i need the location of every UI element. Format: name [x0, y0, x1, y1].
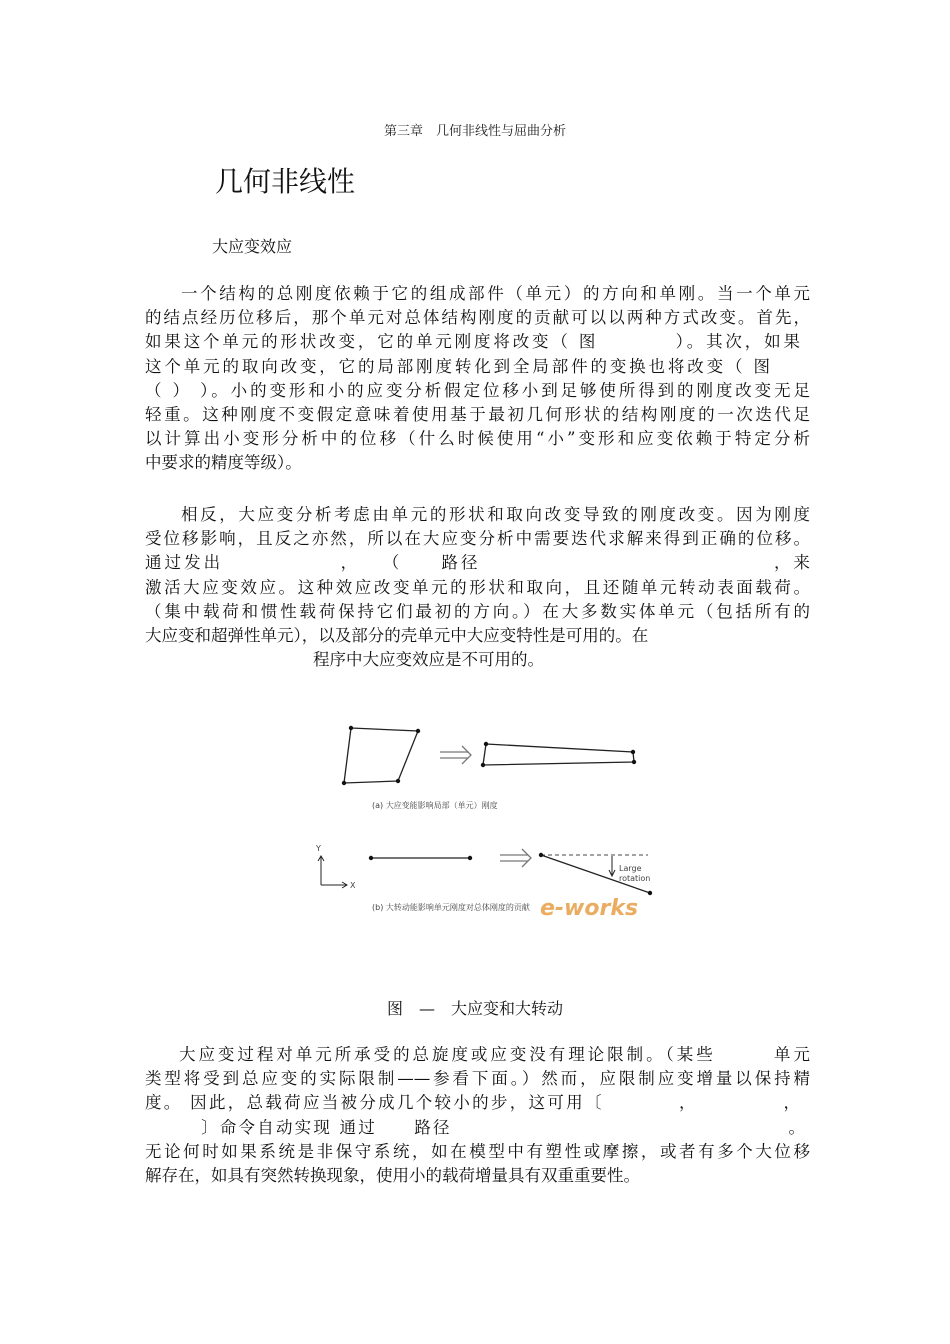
element-node [468, 856, 472, 860]
transform-arrow-icon [500, 849, 531, 867]
paragraph-line: 一个结构的总刚度依赖于它的组成部件（单元）的方向和单刚。当一个单元 [181, 284, 810, 303]
section-title: 几何非线性 [215, 165, 356, 198]
watermark-logo: e-works [540, 896, 639, 921]
element-node [342, 781, 346, 785]
paragraph-2 [145, 503, 810, 672]
rotation-note-line2: rotation [619, 874, 651, 883]
rotation-arrow-icon [609, 856, 615, 876]
figure-label-b: (b) 大转动能影响单元刚度对总体刚度的贡献 [372, 903, 530, 912]
figure-caption: 图 — 大应变和大转动 [386, 999, 563, 1018]
paragraph-line: 如果这个单元的形状改变，它的单元刚度将改变（ 图 ）。其次，如果 [145, 332, 800, 352]
axis-x-label: X [350, 881, 356, 890]
element-node [632, 760, 636, 764]
element-node [416, 729, 420, 733]
paragraph-line: 以计算出小变形分析中的位移（什么时候使用“小”变形和应变依赖于特定分析 [145, 429, 810, 449]
paragraph-line: （ ） ）。小的变形和小的应变分析假定位移小到足够使所得到的刚度改变无足 [145, 380, 810, 400]
paragraph-line: 解存在，如具有突然转换现象，使用小的载荷增量具有双重重要性。 [145, 1166, 640, 1186]
paragraph-line: 轻重。这种刚度不变假定意味着使用基于最初几何形状的结构刚度的一次迭代足 [145, 405, 810, 425]
element-node [369, 856, 373, 860]
rotation-note-line1: Large [619, 864, 642, 873]
paragraph-line: 受位移影响，且反之亦然，所以在大应变分析中需要迭代求解来得到正确的位移。 [145, 529, 810, 549]
figure-label-a: (a) 大应变能影响局部（单元）刚度 [372, 801, 498, 810]
paragraph-line: （集中载荷和惯性载荷保持它们最初的方向。）在大多数实体单元（包括所有的 [145, 601, 810, 621]
paragraph-line: 的结点经历位移后，那个单元对总体结构刚度的贡献可以以两种方式改变。首先， [145, 308, 810, 328]
paragraph-line: 相反，大应变分析考虑由单元的形状和取向改变导致的刚度改变。因为刚度 [181, 505, 810, 524]
paragraph-1 [145, 282, 810, 476]
paragraph-line: 类型将受到总应变的实际限制——参看下面。）然而，应限制应变增量以保持精 [145, 1069, 810, 1089]
paragraph-line: 通过发出 ， （ 路径 ，来 [145, 553, 810, 573]
element-node [349, 726, 353, 730]
element-node [631, 750, 635, 754]
paragraph-line: 〕命令自动实现 通过 路径 。 [145, 1117, 805, 1137]
axis-y-label: Y [316, 844, 321, 853]
paragraph-line: 这个单元的取向改变，它的局部刚度转化到全局部件的变换也将改变（ 图 [145, 356, 770, 376]
deformation-figure [300, 715, 680, 935]
paragraph-line: 中要求的精度等级）。 [145, 453, 302, 473]
paragraph-line: 度。 因此，总载荷应当被分成几个较小的步，这可用〔 ， ， [145, 1093, 800, 1113]
paragraph-line: 大应变和超弹性单元），以及部分的壳单元中大应变特性是可用的。在 [145, 626, 649, 646]
paragraph-3 [145, 1043, 810, 1188]
paragraph-line: 无论何时如果系统是非保守系统，如在模型中有塑性或摩擦，或者有多个大位移 [145, 1141, 810, 1161]
transform-arrow-icon [440, 746, 471, 764]
subsection-title: 大应变效应 [212, 237, 293, 256]
paragraph-line: 程序中大应变效应是不可用的。 [313, 650, 544, 670]
original-element-shape [344, 728, 418, 783]
deformed-element-shape [483, 744, 634, 765]
chapter-header: 第三章 几何非线性与屈曲分析 [383, 124, 566, 139]
element-node [481, 763, 485, 767]
paragraph-line: 激活大应变效应。这种效应改变单元的形状和取向，且还随单元转动表面载荷。 [145, 577, 810, 597]
paragraph-line: 大应变过程对单元所承受的总旋度或应变没有理论限制。（某些 单元 [179, 1045, 810, 1064]
element-node [396, 779, 400, 783]
element-node [539, 853, 543, 857]
axis-triad-icon [318, 856, 347, 888]
element-node [648, 891, 652, 895]
element-node [484, 742, 488, 746]
